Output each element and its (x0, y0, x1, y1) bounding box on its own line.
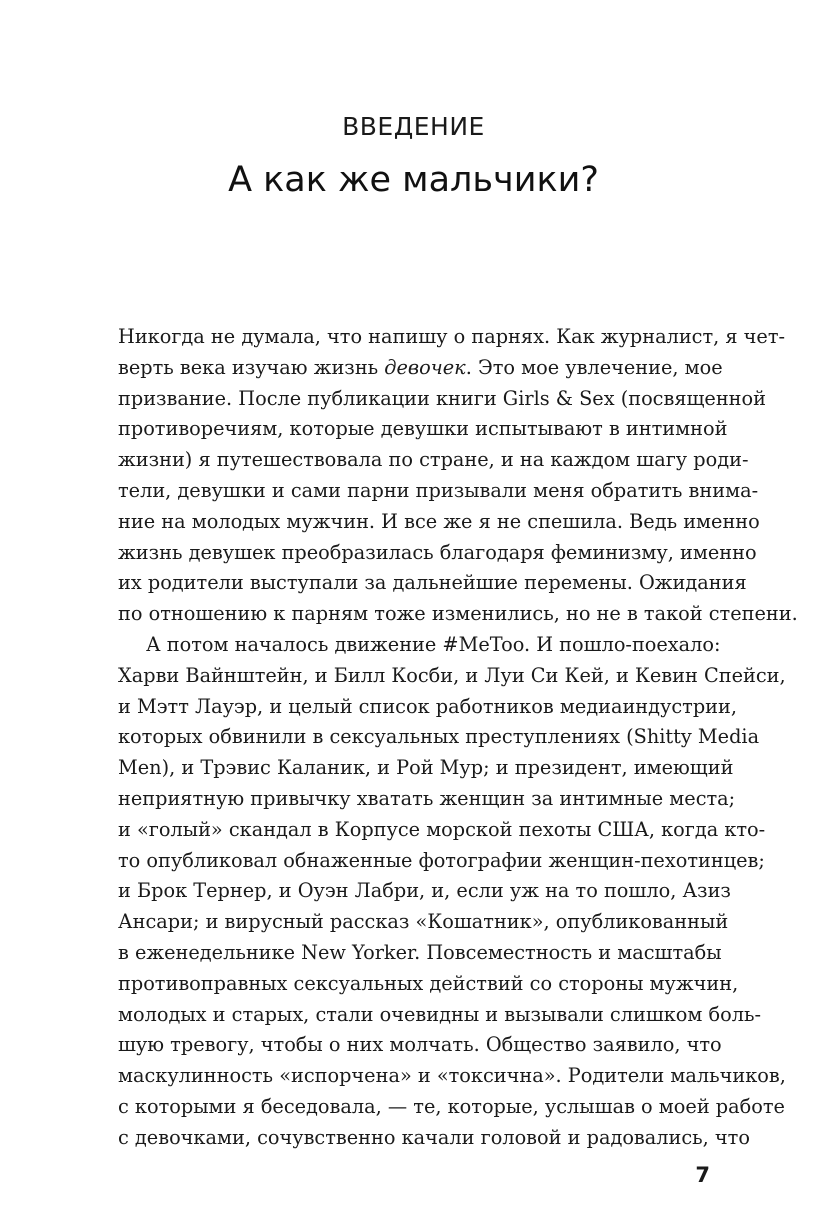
text-segment: и «голый» скандал в Корпусе морской пехоты США, когда кто- (118, 817, 766, 841)
text-segment: которых обвинили в сексуальных преступлениях (Shitty Media (118, 725, 760, 749)
page-number: 7 (695, 1163, 710, 1187)
text-segment: Никогда не думала, что напишу о парнях. Как журналист, я чет- (118, 325, 786, 348)
text-line (118, 907, 729, 938)
text-segment: и Мэтт Лауэр, и целый список работников медиаиндустрии, (118, 694, 738, 718)
text-line (118, 322, 786, 353)
text-segment: ние на молодых мужчин. И все же я не спешила. Ведь именно (118, 509, 760, 533)
text-segment: неприятную привычку хватать женщин за интимные места; (118, 786, 736, 810)
text-segment: противоречиям, которые девушки испытывают в интимной (118, 417, 728, 441)
section-label: ВВЕДЕНИЕ (342, 112, 485, 141)
text-segment: шую тревогу, чтобы о них молчать. Общество заявило, что (118, 1033, 722, 1057)
text-segment: в еженедельнике New Yorker. Повсеместность и масштабы (118, 940, 722, 964)
text-segment: жизни) я путешествовала по стране, и на каждом шагу роди- (118, 448, 749, 472)
text-line (118, 1030, 722, 1061)
emphasized-word: девочек (384, 355, 466, 379)
text-line (118, 753, 734, 784)
chapter-title: А как же мальчики? (228, 160, 599, 200)
text-line (118, 815, 766, 846)
text-segment: с которыми я беседовала, — те, которые, услышав о моей работе (118, 1094, 785, 1118)
text-line (118, 1000, 762, 1031)
text-segment: А потом началось движение #MeToo. И пошло-поехало: (146, 632, 721, 656)
text-segment: Ансари; и вирусный рассказ «Кошатник», опубликованный (118, 910, 729, 934)
text-segment: по отношению к парням тоже изменились, но не в такой степени. (118, 602, 798, 626)
body-text (118, 322, 798, 1154)
text-line (118, 876, 731, 907)
text-line (118, 414, 728, 445)
text-line (118, 507, 760, 538)
text-line (118, 969, 739, 1000)
text-line (118, 384, 766, 415)
text-line (118, 568, 747, 599)
text-line (118, 846, 765, 877)
text-segment: и Брок Тернер, и Оуэн Лабри, и, если уж на то пошло, Азиз (118, 879, 731, 903)
text-segment: верть века изучаю жизнь (118, 355, 385, 379)
text-segment: . Это мое увлечение, мое (465, 355, 723, 379)
text-line (118, 661, 786, 692)
text-line (118, 630, 721, 661)
paragraph (118, 322, 798, 630)
text-segment: Men), и Трэвис Каланик, и Рой Мур; и президент, имеющий (118, 756, 734, 780)
text-line (118, 599, 798, 630)
paragraph (118, 630, 786, 1154)
text-line (118, 938, 722, 969)
text-segment: жизнь девушек преобразилась благодаря феминизму, именно (118, 540, 757, 564)
text-line (118, 353, 723, 384)
text-segment: их родители выступали за дальнейшие перемены. Ожидания (118, 571, 747, 595)
text-segment: то опубликовал обнаженные фотографии женщин-пехотинцев; (118, 848, 765, 872)
text-segment: Харви Вайнштейн, и Билл Косби, и Луи Си Кей, и Кевин Спейси, (118, 663, 786, 687)
text-line (118, 722, 760, 753)
text-segment: противоправных сексуальных действий со стороны мужчин, (118, 971, 739, 995)
text-line (118, 692, 738, 723)
text-line (118, 784, 736, 815)
text-line (118, 538, 757, 569)
text-line (118, 1061, 786, 1092)
text-segment: тели, девушки и сами парни призывали меня обратить внима- (118, 478, 759, 502)
text-segment: призвание. После публикации книги Girls & Sex (посвященной (118, 386, 766, 410)
text-line (118, 445, 749, 476)
text-segment: маскулинность «испорчена» и «токсична». Родители мальчиков, (118, 1064, 786, 1088)
text-line (118, 1092, 785, 1123)
text-segment: с девочками, сочувственно качали головой и радовались, что (118, 1125, 750, 1149)
text-segment: молодых и старых, стали очевидны и вызывали слишком боль- (118, 1002, 762, 1026)
text-line (118, 476, 759, 507)
text-line (118, 1123, 750, 1154)
